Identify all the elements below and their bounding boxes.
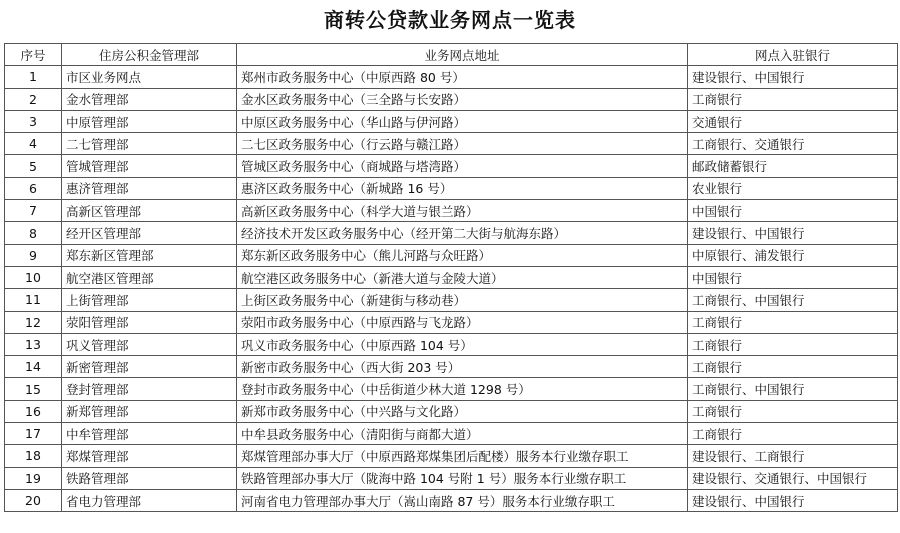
cell-department: 上街管理部 xyxy=(62,289,237,311)
cell-department: 郑东新区管理部 xyxy=(62,244,237,266)
cell-address: 河南省电力管理部办事大厅（嵩山南路 87 号）服务本行业缴存职工 xyxy=(237,489,688,511)
table-row xyxy=(5,489,898,511)
table-body xyxy=(5,66,898,512)
header-department: 住房公积金管理部 xyxy=(62,44,237,66)
cell-address: 经济技术开发区政务服务中心（经开第二大街与航海东路） xyxy=(237,222,688,244)
table-row xyxy=(5,378,898,400)
cell-bank: 中国银行 xyxy=(688,266,898,288)
cell-index: 2 xyxy=(5,88,62,110)
cell-address: 管城区政务服务中心（商城路与塔湾路） xyxy=(237,155,688,177)
cell-address: 郑煤管理部办事大厅（中原西路郑煤集团后配楼）服务本行业缴存职工 xyxy=(237,445,688,467)
table-row xyxy=(5,110,898,132)
cell-bank: 工商银行 xyxy=(688,356,898,378)
table-row xyxy=(5,445,898,467)
cell-address: 金水区政务服务中心（三全路与长安路） xyxy=(237,88,688,110)
cell-address: 新密市政务服务中心（西大街 203 号） xyxy=(237,356,688,378)
cell-department: 中原管理部 xyxy=(62,110,237,132)
cell-department: 惠济管理部 xyxy=(62,177,237,199)
cell-department: 经开区管理部 xyxy=(62,222,237,244)
table-row xyxy=(5,289,898,311)
table-header-row xyxy=(5,44,898,66)
cell-index: 15 xyxy=(5,378,62,400)
cell-bank: 建设银行、中国银行 xyxy=(688,489,898,511)
cell-index: 17 xyxy=(5,423,62,445)
table-row xyxy=(5,467,898,489)
cell-address: 中牟县政务服务中心（清阳街与商都大道） xyxy=(237,423,688,445)
table-row xyxy=(5,244,898,266)
cell-index: 10 xyxy=(5,266,62,288)
table-row xyxy=(5,311,898,333)
cell-department: 航空港区管理部 xyxy=(62,266,237,288)
cell-bank: 交通银行 xyxy=(688,110,898,132)
cell-address: 郑东新区政务服务中心（熊儿河路与众旺路） xyxy=(237,244,688,266)
cell-bank: 中国银行 xyxy=(688,200,898,222)
header-bank: 网点入驻银行 xyxy=(688,44,898,66)
table-row xyxy=(5,88,898,110)
cell-department: 荥阳管理部 xyxy=(62,311,237,333)
table-row xyxy=(5,66,898,88)
cell-bank: 中原银行、浦发银行 xyxy=(688,244,898,266)
cell-address: 郑州市政务服务中心（中原西路 80 号） xyxy=(237,66,688,88)
cell-index: 5 xyxy=(5,155,62,177)
page-title: 商转公贷款业务网点一览表 xyxy=(324,8,576,32)
cell-index: 11 xyxy=(5,289,62,311)
cell-department: 高新区管理部 xyxy=(62,200,237,222)
cell-index: 3 xyxy=(5,110,62,132)
cell-index: 8 xyxy=(5,222,62,244)
table-row xyxy=(5,155,898,177)
cell-address: 新郑市政务服务中心（中兴路与文化路） xyxy=(237,400,688,422)
cell-index: 19 xyxy=(5,467,62,489)
cell-address: 荥阳市政务服务中心（中原西路与飞龙路） xyxy=(237,311,688,333)
cell-index: 6 xyxy=(5,177,62,199)
cell-department: 新密管理部 xyxy=(62,356,237,378)
table-row xyxy=(5,423,898,445)
cell-index: 4 xyxy=(5,133,62,155)
cell-address: 铁路管理部办事大厅（陇海中路 104 号附 1 号）服务本行业缴存职工 xyxy=(237,467,688,489)
table-row xyxy=(5,177,898,199)
cell-bank: 建设银行、交通银行、中国银行 xyxy=(688,467,898,489)
cell-index: 9 xyxy=(5,244,62,266)
cell-department: 管城管理部 xyxy=(62,155,237,177)
cell-bank: 工商银行 xyxy=(688,311,898,333)
cell-address: 中原区政务服务中心（华山路与伊河路） xyxy=(237,110,688,132)
table-row xyxy=(5,400,898,422)
cell-index: 18 xyxy=(5,445,62,467)
table-row xyxy=(5,133,898,155)
header-index: 序号 xyxy=(5,44,62,66)
cell-bank: 工商银行 xyxy=(688,333,898,355)
cell-address: 上街区政务服务中心（新建街与移动巷） xyxy=(237,289,688,311)
table-row xyxy=(5,266,898,288)
cell-address: 登封市政务服务中心（中岳街道少林大道 1298 号） xyxy=(237,378,688,400)
cell-bank: 建设银行、工商银行 xyxy=(688,445,898,467)
table-row xyxy=(5,222,898,244)
cell-address: 高新区政务服务中心（科学大道与银兰路） xyxy=(237,200,688,222)
cell-bank: 工商银行、交通银行 xyxy=(688,133,898,155)
cell-department: 郑煤管理部 xyxy=(62,445,237,467)
cell-bank: 工商银行 xyxy=(688,423,898,445)
cell-bank: 建设银行、中国银行 xyxy=(688,222,898,244)
cell-index: 16 xyxy=(5,400,62,422)
cell-department: 金水管理部 xyxy=(62,88,237,110)
cell-department: 巩义管理部 xyxy=(62,333,237,355)
cell-bank: 工商银行 xyxy=(688,88,898,110)
cell-bank: 农业银行 xyxy=(688,177,898,199)
cell-address: 二七区政务服务中心（行云路与赣江路） xyxy=(237,133,688,155)
cell-index: 12 xyxy=(5,311,62,333)
cell-address: 航空港区政务服务中心（新港大道与金陵大道） xyxy=(237,266,688,288)
cell-department: 中牟管理部 xyxy=(62,423,237,445)
cell-index: 1 xyxy=(5,66,62,88)
header-address: 业务网点地址 xyxy=(237,44,688,66)
cell-department: 省电力管理部 xyxy=(62,489,237,511)
cell-index: 14 xyxy=(5,356,62,378)
cell-department: 登封管理部 xyxy=(62,378,237,400)
cell-department: 二七管理部 xyxy=(62,133,237,155)
cell-department: 新郑管理部 xyxy=(62,400,237,422)
cell-bank: 工商银行、中国银行 xyxy=(688,378,898,400)
cell-index: 13 xyxy=(5,333,62,355)
cell-address: 惠济区政务服务中心（新城路 16 号） xyxy=(237,177,688,199)
cell-index: 7 xyxy=(5,200,62,222)
cell-index: 20 xyxy=(5,489,62,511)
table-row xyxy=(5,200,898,222)
cell-address: 巩义市政务服务中心（中原西路 104 号） xyxy=(237,333,688,355)
cell-bank: 工商银行 xyxy=(688,400,898,422)
cell-department: 铁路管理部 xyxy=(62,467,237,489)
table-row xyxy=(5,356,898,378)
table-row xyxy=(5,333,898,355)
cell-department: 市区业务网点 xyxy=(62,66,237,88)
cell-bank: 邮政储蓄银行 xyxy=(688,155,898,177)
cell-bank: 建设银行、中国银行 xyxy=(688,66,898,88)
branch-table xyxy=(4,43,898,512)
cell-bank: 工商银行、中国银行 xyxy=(688,289,898,311)
